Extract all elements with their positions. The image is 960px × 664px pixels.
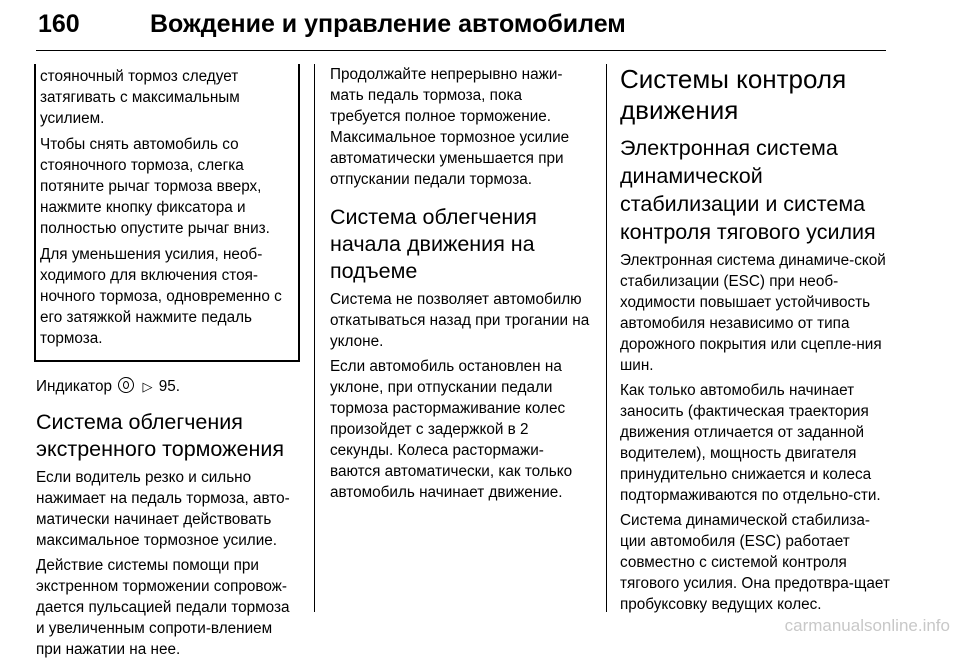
watermark: carmanualsonline.info [784, 616, 950, 635]
column-left [36, 64, 300, 664]
reference-arrow-icon: ▷ [142, 379, 153, 394]
body-paragraph: Если водитель резко и сильно нажимает на педаль тормоза, авто-матически начинает действовать максимальное тормозное усилие. [36, 469, 290, 549]
page-header [36, 6, 886, 46]
indicator-line [36, 376, 300, 397]
box-paragraph: Для уменьшения усилия, необ-ходимого для включения стоя-ночного тормоза, одновременно с его затяжкой нажмите педаль тормоза. [40, 246, 282, 347]
body-paragraph: Система динамической стабилиза-ции автомобиля (ESC) работает совместно с системой контроля тягового усилия. Она предотвра-щает пробуксовку ведущих колес. [620, 512, 890, 613]
body-paragraph: Система не позволяет автомобилю откатываться назад при трогании на уклоне. [330, 291, 590, 350]
header-rule [36, 50, 886, 51]
body-paragraph: Действие системы помощи при экстренном торможении сопровож-дается пульсацией педали тормоза и увеличенным сопроти-влением при нажатии на нее. [36, 557, 290, 658]
body-paragraph: Продолжайте непрерывно нажи-мать педаль тормоза, пока требуется полное торможение. Максимальное тормозное усилие автоматически уменьшается при отпускании педали тормоза. [330, 66, 570, 188]
body-paragraph: Если автомобиль остановлен на уклоне, при отпускании педали тормоза растормаживание колес произойдет с задержкой в 2 секунды. Колеса растормажи-ваются автоматически, как только автомобиль начинает движение. [330, 358, 573, 501]
body-paragraph: Электронная система динамиче-ской стабилизации (ESC) при необ-ходимости повышает устойчивость автомобиля независимо от типа дорожного покрытия или сцепле-ния шин. [620, 252, 886, 374]
box-paragraph: Чтобы снять автомобиль со стояночного тормоза, слегка потяните рычаг тормоза вверх, нажмите кнопку фиксатора и полностью опустите рычаг вниз. [40, 136, 270, 237]
column-divider [606, 64, 607, 612]
chapter-title: Системы контроля движения [620, 64, 847, 125]
body-paragraph: Как только автомобиль начинает заносить (фактическая траектория движения отличается от заданной водителем), мощность двигателя принудительно снижается и колеса подтормаживаются по отдельно-сти. [620, 382, 881, 504]
section-heading: Система облегчения начала движения на подъеме [330, 205, 537, 283]
section-heading: Система облегчения экстренного торможения [36, 410, 285, 461]
column-divider [314, 64, 315, 612]
indicator-page-ref[interactable]: 95. [158, 378, 180, 395]
indicator-label: Индикатор [36, 378, 112, 395]
subsection-heading: Электронная система динамической стабилизации и система контроля тягового усилия [620, 136, 876, 244]
column-middle [330, 64, 592, 507]
page-number: 160 [38, 10, 80, 38]
box-paragraph: стояночный тормоз следует затягивать с максимальным усилием. [40, 68, 240, 127]
brake-indicator-icon [118, 377, 134, 393]
column-right [620, 64, 892, 619]
warning-box [34, 64, 300, 362]
running-title: Вождение и управление автомобилем [150, 10, 626, 38]
